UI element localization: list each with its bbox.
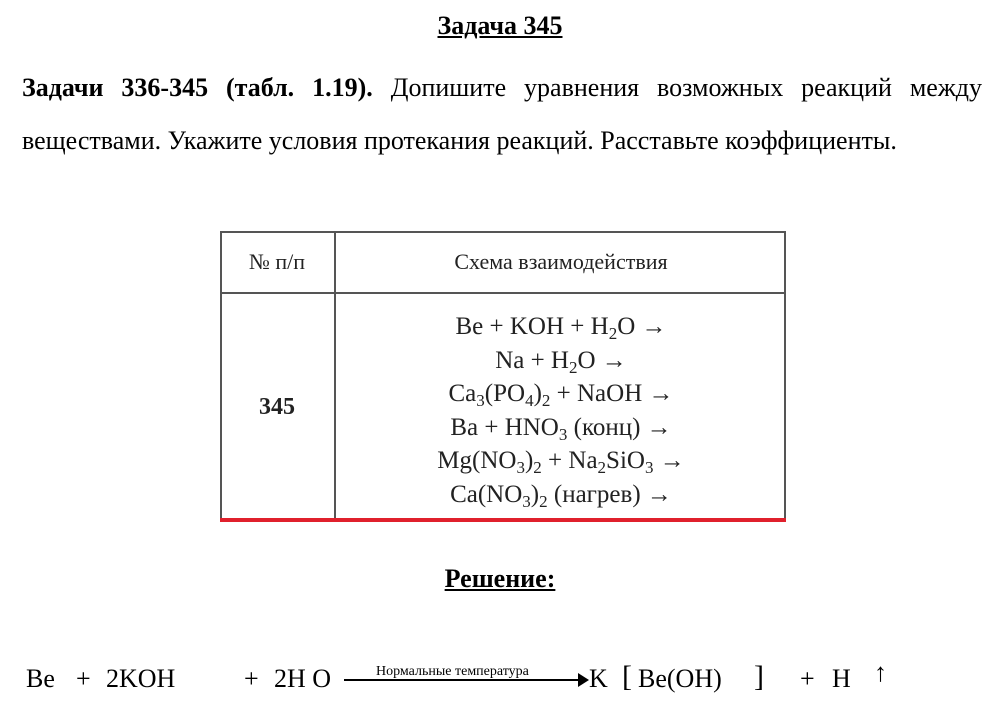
table-header-scheme: Схема взаимодействия — [454, 249, 668, 274]
table-header-divider — [220, 292, 786, 294]
reaction-condition: Нормальные температура — [376, 664, 529, 679]
reactant-be: Be — [26, 664, 55, 693]
equation-2: $Na + H_2O$ → — [495, 346, 627, 377]
equation-list — [336, 310, 786, 511]
equation-3: $Ca_3(PO_4)_2$ + NaOH → — [448, 380, 674, 410]
table-bottom-red-line — [220, 518, 786, 522]
solution-reaction-line — [26, 658, 986, 704]
reactant-koh: 2KOH — [106, 664, 176, 693]
task-text: Допишите уравнения возможных реакций между веществами. Укажите условия протекания реакций. Расставьте коэффициенты. — [22, 73, 983, 155]
product-h: H — [832, 664, 851, 693]
reaction-arrow-line — [344, 679, 580, 681]
product-k: K — [589, 664, 608, 693]
equation-6: $Ca(NO_3)_2$ (нагрев) → — [450, 480, 672, 511]
bracket-open: [ — [622, 660, 632, 693]
plus-sign: + — [800, 664, 815, 693]
reaction-table — [220, 231, 786, 522]
reactant-water: 2H O — [274, 664, 332, 693]
table-header-number: № п/п — [248, 249, 306, 274]
gas-arrow-icon: ↑ — [874, 658, 887, 687]
equation-1: Be + KOH + $H_2O$ → — [455, 313, 667, 343]
plus-sign: + — [76, 664, 91, 693]
page-title: Задача 345 — [437, 11, 563, 40]
solution-heading: Решение: — [444, 564, 556, 593]
reaction-arrow-head — [578, 673, 589, 687]
product-complex: Be(OH) — [638, 664, 722, 693]
plus-sign: + — [244, 664, 259, 693]
equation-5: $Mg(NO_3)_2 + Na_2SiO_3$ → — [437, 447, 685, 477]
task-bold-prefix: Задачи 336-345 (табл. 1.19). — [22, 73, 373, 102]
bracket-close: ] — [754, 660, 764, 693]
equation-4: $Ba + HNO_3$ (конц) → — [450, 413, 672, 444]
table-row-number: 345 — [259, 394, 295, 420]
task-statement — [22, 61, 982, 167]
